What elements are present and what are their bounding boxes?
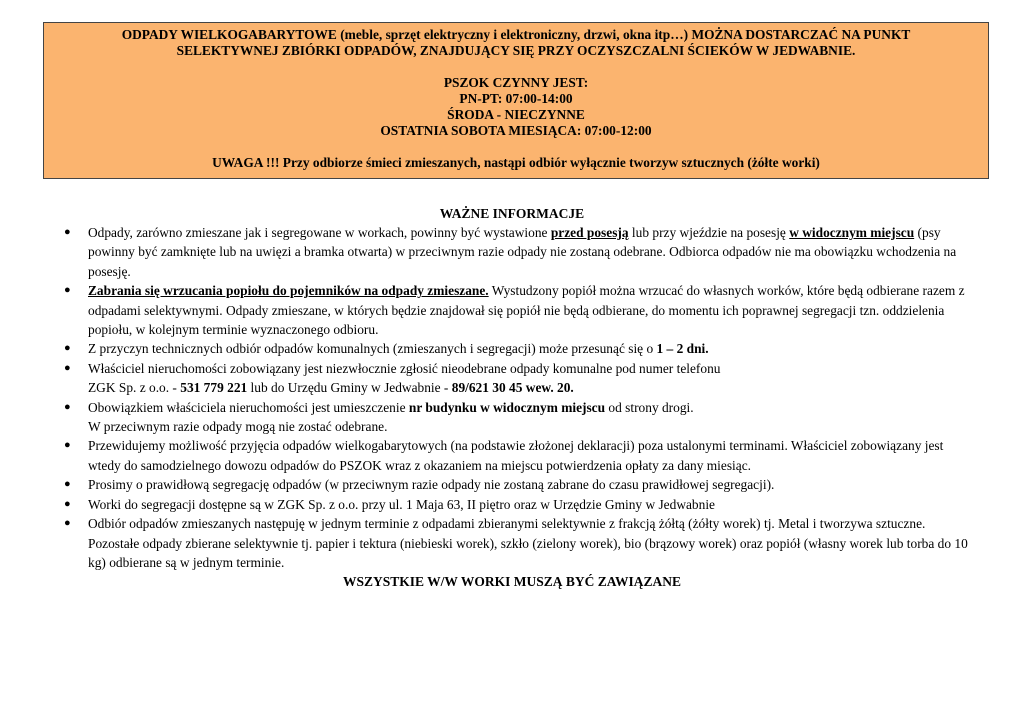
item-text: Wystudzony popiół można wrzucać do własnych worków, które będą odbierane razem z odpadami selektywnymi. Odpady zmieszane, w których będzie znajdował się popiół nie będą odbierane, do momentu ich poprawnej segregacji tzn. oddzielenia popiołu, w kolejnym terminie wyznaczonego odbioru. bbox=[88, 283, 965, 338]
bullet-icon: ● bbox=[64, 361, 71, 374]
info-list bbox=[64, 223, 968, 572]
item-emphasis: przed posesją bbox=[550, 225, 629, 240]
item-text: Odpady, zarówno zmieszane jak i segregowane w workach, powinny być wystawione bbox=[88, 225, 551, 240]
bullet-icon: ● bbox=[64, 284, 71, 297]
hours-title: PSZOK CZYNNY JEST: bbox=[443, 75, 589, 90]
item-text: Odbiór odpadów zmieszanych następuję w jednym terminie z odpadami zbieranymi selektywnie z frakcją żółtą (żółty worek) tj. Metal i tworzywa sztuczne. Pozostałe odpady zbierane selektywnie tj. papier i tektura (niebieski worek), szkło (zielony worek), bio (brązowy worek) oraz popiół (własny worek lub torba do 10 kg) odbierane są w jednym terminie. bbox=[88, 516, 968, 570]
bullet-icon: ● bbox=[64, 517, 71, 530]
notice-delivery: MOŻNA DOSTARCZAĆ NA PUNKT bbox=[691, 27, 911, 42]
item-text: Właściciel nieruchomości zobowiązany jest niezwłocznie zgłosić nieodebrane odpady komunalne pod numer telefonu bbox=[88, 360, 721, 376]
item-text: Z przyczyn technicznych odbiór odpadów komunalnych (zmieszanych i segregacji) może przesunąć się o bbox=[88, 341, 657, 357]
bullet-icon: ● bbox=[64, 400, 71, 413]
list-item bbox=[64, 514, 968, 572]
notice-line-1 bbox=[44, 27, 988, 43]
item-text: Prosimy o prawidłową segregację odpadów (w przeciwnym razie odpady nie zostaną zabrane do czasu prawidłowej segregacji). bbox=[88, 477, 775, 493]
bullet-icon: ● bbox=[64, 497, 71, 510]
bullet-icon: ● bbox=[64, 478, 71, 491]
list-item bbox=[64, 475, 968, 494]
hours-weekdays: PN-PT: 07:00-14:00 bbox=[459, 91, 573, 106]
item-text: od strony drogi. bbox=[605, 399, 694, 415]
phone-number: 89/621 30 45 wew. 20. bbox=[451, 380, 574, 396]
notice-box bbox=[43, 22, 989, 179]
item-text: lub do Urzędu Gminy w Jedwabnie - bbox=[247, 380, 452, 396]
item-emphasis: 1 – 2 dni. bbox=[656, 341, 709, 357]
item-text: lub przy wjeździe na posesję bbox=[628, 225, 790, 240]
list-item bbox=[64, 339, 968, 358]
list-item bbox=[64, 436, 968, 475]
bullet-icon: ● bbox=[64, 439, 71, 452]
item-text: Przewidujemy możliwość przyjęcia odpadów wielkogabarytowych (na podstawie złożonej deklaracji) poza ustalonymi terminami. Właściciel zobowiązany jest wtedy do samodzielnego dowozu odpadów do PSZOK wraz z okazaniem na miejscu potwierdzenia opłaty za dany miesiąc. bbox=[88, 438, 944, 473]
notice-items: (meble, sprzęt elektryczny i elektroniczny, drzwi, okna itp…) bbox=[340, 27, 689, 42]
item-emphasis: w widocznym miejscu bbox=[789, 225, 915, 240]
hours-wednesday: ŚRODA - NIECZYNNE bbox=[447, 107, 585, 122]
phone-number: 531 779 221 bbox=[180, 380, 248, 396]
bullet-icon: ● bbox=[64, 226, 71, 238]
item-text: Obowiązkiem właściciela nieruchomości jest umieszczenie bbox=[88, 399, 409, 415]
list-item bbox=[64, 495, 968, 514]
item-emphasis: Zabrania się wrzucania popiołu do pojemników na odpady zmieszane. bbox=[88, 283, 489, 299]
list-item bbox=[64, 359, 968, 398]
list-item bbox=[64, 281, 968, 339]
notice-heading: ODPADY WIELKOGABARYTOWE bbox=[121, 27, 337, 42]
warning-text: UWAGA !!! Przy odbiorze śmieci zmieszanych, nastąpi odbiór wyłącznie tworzyw sztucznych (żółte worki) bbox=[212, 155, 820, 170]
hours-saturday: OSTATNIA SOBOTA MIESIĄCA: 07:00-12:00 bbox=[380, 123, 652, 138]
footer-notice: WSZYSTKIE W/W WORKI MUSZĄ BYĆ ZAWIĄZANE bbox=[343, 574, 681, 589]
bullet-icon: ● bbox=[64, 342, 71, 355]
item-text: ZGK Sp. z o.o. - bbox=[88, 380, 181, 396]
item-text: (psy powinny być zamknięte lub na uwięzi a bramka otwarta) w przeciwnym razie odpady nie zostaną odebrane. Odbiorca odpadów nie ma obowiązku wchodzenia na posesję. bbox=[88, 225, 957, 279]
list-item bbox=[64, 223, 968, 281]
list-item bbox=[64, 398, 968, 437]
item-emphasis: nr budynku w widocznym miejscu bbox=[408, 399, 606, 415]
info-title: WAŻNE INFORMACJE bbox=[439, 206, 585, 221]
item-text: Worki do segregacji dostępne są w ZGK Sp. z o.o. przy ul. 1 Maja 63, II piętro oraz w Urzędzie Gminy w Jedwabnie bbox=[88, 496, 715, 512]
notice-line-2: SELEKTYWNEJ ZBIÓRKI ODPADÓW, ZNAJDUJĄCY SIĘ PRZY OCZYSZCZALNI ŚCIEKÓW W JEDWABNIE. bbox=[176, 43, 856, 58]
item-text: W przeciwnym razie odpady mogą nie zostać odebrane. bbox=[88, 419, 388, 435]
